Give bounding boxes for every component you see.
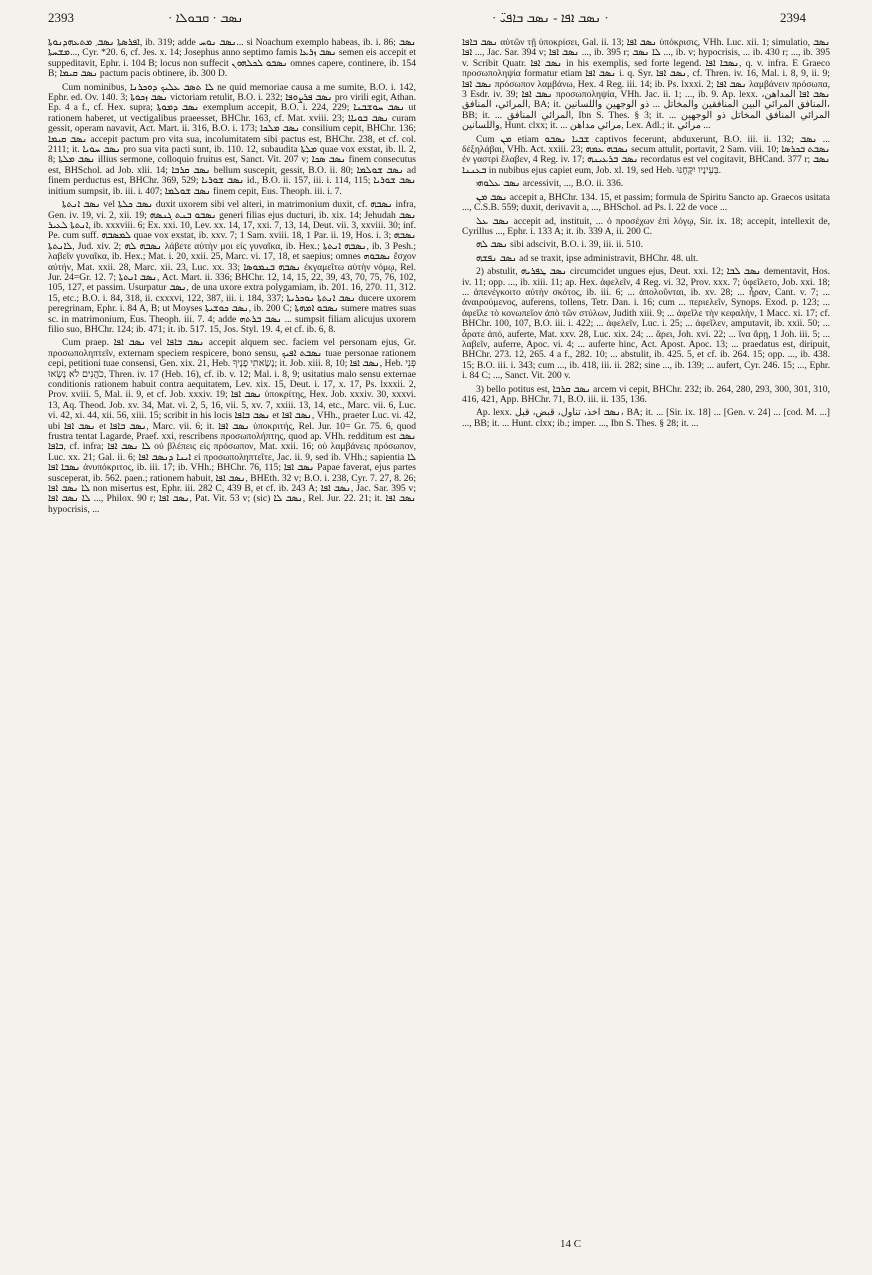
entry-paragraph: ܐܦܪܣܬܐ ܢܣܒ܂ ܡܬܥܗܕܢܘܬܐ, ib. 319; adde ܢܣܒ ܢܘܚ... si Noachum exemplo habeas, ib. i. 86; ܢܣܒ ܡܫܚܬܐ..., Cyr. *20. 6, cf. Jes. x. 14; Josephus anno septimo famis ܢܣܒ ܙܪܥܐ semen eis accepit et suppeditavit, Ephr. i. 104 B; locus non suffecit ܢܣܒܘ ܠܟܠܗܘܢ omnes capere, continere, ib. 154 B; ܢܣܒ ܩܝܡܐ pactum pacis obtinere, ib. 300 D. xyxy=(48,38,416,80)
entry-paragraph: ܢܣܒ ܥܠܘܗܝ arcessivit, ..., B.O. ii. 336. xyxy=(476,178,624,190)
entry-paragraph: ܢܣܒ ܥܠ accepit ad, instituit, ... ὁ προσέχων ἐπὶ λόγῳ, Sir. ix. 18; accepit, intellexit de, Cyrillus ..., Ephr. i. 133 A; it. ib. 339 A, ii. 200 C. xyxy=(462,215,830,237)
right-page-number: 2394 xyxy=(780,10,806,25)
left-column xyxy=(48,38,416,1263)
entry-paragraph: ܢܣܒ ܒܐܦܐ αὐτῶν τῇ ὑποκρίσει, Gal. ii. 13; ܢܣܒ ܐܦܐ ὑπόκρισις, VHh. Luc. xii. 1; simulatio, ܢܣܒ ܐܦܐ ..., Jac. Sar. 394 v; ܢܣܒ ܐܦܐ ..., ib. 395 r; ܠܐ ܢܣܒ ..., ib. v; hypocrisis, ... ib. 430 r; ..., ib. 395 v. Scribit Quatr. ܢܣܒ ܐܦܐ in his exemplis, sed forte legend. ܢܣܒܐ ܐܦܐ, q. v. infra. E Graeco προσωποληψία formatur etiam ܢܣܒ ܐܦܐ i. q. Syr. ܢܣܒ ܐܦܐ, cf. Thren. iv. 16, Mal. i. 8, 9, ii. 9; ܢܣܒ ܐܦܐ πρόσωπον λαμβάνω, Hex. 4 Reg. iii. 14; ib. Ps. lxxxi. 2; ܢܣܒ ܐܦܐ λαμβάνειν πρόσωπα, 3 Esdr. iv. 39; ܢܣܒ ܐܦܐ προσωποληψία, VHh. Jac. ii. 1; ..., ib. 9. Ap. lexx. ܢܣܒ ܐܦܐ المداهن، المرائي، المنافق, BA; it. المنافق المرائي البين المنافقين والمخاتل ... ذو الوجهين واللسانين، BB; it. ... المرائي المنافق, Ibn S. Thes. § 3; it. ... المرائي المنافق المخاتل ذو الوجهين واللسانين, Hunt. clxx; it. ... مرائي مداهن, Lex. Adl.; it. مرائي ... xyxy=(462,38,830,132)
entry-paragraph: 2) abstulit, ܢܣܒ ܛܦܪܝܗ circumcidet ungues ejus, Deut. xxi. 12; ܢܣܒ ܠܒܐ dementavit, Hos. iv. 11; opp. ..., ib. xiii. 11; ap. Hex. ἀφελεῖν, 4 Reg. vi. 32, Prov. xxx. 7; ὑφεῖλετο, Job. xxi. 18; ... ἀπενέγκοιτο αὐτὴν σκότος, ib. iii. 6; ... ἀπολοῦνται, ib. xv. 28; ... ἦραν, Cant. v. 7; ... ἀναιρούμενος, auferens, tollens, Tetr. Dan. i. 16; cum ... περιελεῖν, Synops. Exod. p. 123; ... ἀφεῖλε τὸ κονωπεῖον ἀπὸ τῶν στύλων, Judith xiii. 9; ... ἀφεῖλε τὴν κεφαλὴν, 1 Macc. xi. 17; cf. BHChr. 100, 107, B.O. iii. i. 422; ... ἀφελεῖν, Luc. i. 25; ... ἀφεῖλεν, amputavit, ib. xxii. 50; ... ἆρατε ἀπό, auferte, Mat. xxv. 28, Luc. xix. 24; ... ἄρει, Joh. xvi. 22; ... ἵνα ἄρῃ, 1 Joh. iii. 5; ... λαβεῖν, auferre, Apoc. vi. 4; ... auferte hinc, Act. Apost. Apoc. 13; ... praedatus est, diripuit, BHChr. 273. 12, 265. 4 a f., 282. 10; ... abstulit, ib. 425. 5, et cf. ib. 264. 15; opp. ..., ib. 438. 15; B.O. iii. i. 343; cum ..., ib. 418, iii. ii. 282; sine ..., ib. 139; ... aufert, Cyr. 246. 15; ..., Ephr. i. 84 C; ..., Sanct. Vit. 200 v. xyxy=(462,266,830,382)
entry-paragraph: Cum ܡܢ etiam ܫܒܝܐ ܢܣܒܘ captivos fecerunt, abduxerunt, B.O. iii. ii. 132; ܢܣܒ ... δέξηλάβαι, VHh. Act. xxiii. 23; ܢܣܒܗ ܥܡܗ secum attulit, portavit, 2 Sam. viii. 10; ܢܣܒܬ ܒܟܪܣܐ ἐν γαστρὶ ἔλαβεν, 4 Reg. iv. 17; ܢܣܒ ܒܪܥܝܢܗ recordatus est vel cogitavit, BHCand. 377 r; ܢܣܒ ܒܥܢܢܐ in nubibus ejus capiet eum, Job. xl. 19, sed Heb. בְּעֵינָיו יִקָּחֶנּוּ. xyxy=(462,133,830,176)
right-column xyxy=(462,38,830,1263)
entry-paragraph: Ap. lexx. ܢܣܒ اخذ، تناول، قبض، قبل، BA; it. ... [Sir. ix. 18] ... [Gen. v. 24] ... [cod. M. ...] ..., BB; it. ... Hunt. clxx; ib.; imper. ..., Ibn S. Thes. § 28; it. ... xyxy=(462,407,830,429)
page-header xyxy=(0,10,872,32)
entry-paragraph: ܢܣܒ ܠܗ sibi adscivit, B.O. i. 39, iii. ii. 510. xyxy=(476,239,643,251)
signature-mark: 14 C xyxy=(560,1238,582,1250)
entry-paragraph: ܢܣܒ ܢܦܫܗ ad se traxit, ipse administravit, BHChr. 48. ult. xyxy=(476,252,699,264)
left-page-number: 2393 xyxy=(48,10,74,25)
right-running-head: · ܢܣܒ ܐܦܐ - ܢܣܒ ܒܐܦܝ̈ · xyxy=(492,10,609,25)
entry-paragraph: Cum nominibus, ܠܐ ܬܣܒ ܥܠܝܟ ܕܘܟܪܢܐ ne quid memoriae causa a me sumite, B.O. i. 142, Ephr. ed. Ov. 140. 3; ܢܣܒ ܙܟܘܬܐ victoriam retulit, B.O. i. 232; ܢܣܒ ܦܪܨܘܦܐ pro virili egit, Athan. Ep. 4 a f., cf. Hex. supra; ܢܣܒ ܕܡܘܬܐ exemplum accepit, B.O. i. 224, 229; ܢܣܒ ܚܘܫܒܢܐ ut rationem haberet, ut vectigalibus praeesset, BHChr. 163, cf. Mat. xviii. 23; ܢܣܒ ܒܘܝܐܐ curam gessit, operam navavit, Act. Mart. ii. 316, B.O. i. 173; ܢܣܒ ܡܠܟܐ consilium cepit, BHChr. 136; ܢܣܒ ܩܝܡܐ accepit pactum pro vita sua, incolumitatem sibi pactus est, BHChr. 238, et cf. col. 2111; it. ܢܣܒ ܚܘܝܐ pro sua vita pacti sunt, ib. 110. 12, subaudita ܡܠܬܐ quae vox exstat, ib. ll. 2, 8; ܢܣܒ ܡܠܬܐ illius sermone, colloquio fruitus est, Sanct. Vit. 207 v; ܢܣܒ ܣܟܐ finem consecutus est, BHSchol. ad Job. xlii. 14; ܢܣܒ ܩܪܒܐ bellum suscepit, gessit, B.O. ii. 80; ܢܣܒ ܫܘܠܡܐ ad finem perductus est, BHChr. 369, 529; ܢܣܒ ܫܘܪܝܐ id., B.O. ii. 157, iii. i. 114, 115; ܢܣܒ ܫܘܪܝܐ initium sumpsit, ib. iii. i. 407; ܢܣܒ ܫܘܠܡܐ finem cepit, Eus. Theoph. iii. i. 7. xyxy=(48,81,416,197)
entry-paragraph: Cum praep. ܢܣܒ ܐܦܐ vel ܢܣܒ ܒܐܦܐ accepit alquem sec. faciem vel personam ejus, Gr. προσωποληπτεῖν, externam speciem respicere, bono sensu, ܢܣܒܬ ܐܦܝܟ tuae personae rationem cepi, petitioni tuae consensi, Gen. xix. 21, Heb. נָשָׂאתִי פָנֶיךָ; it. Job. xiii. 8, 10; ܢܣܒ ܐܦܐ, Heb. פְּנֵי כֹהֲנִים לֹא נָשָׂאוּ, Thren. iv. 17 (Heb. 16), cf. ib. v. 12; Mal. i. 8, 9; usitatius malo sensu externae conditionis rationem habuit contra aequitatem, Lev. xix. 15, Deut. i. 17, x. 17, Ps. lxxxii. 2, Prov. xviii. 5, Mal. ii. 9, et cf. Job. xxxiv. 19; ܢܣܒ ܐܦܐ ὑποκρίτης, Hex. Job. xxxiv. 30, xxxvi. 13, Aq. Theod. Job. xv. 34, Mat. vi. 2, 5, 16, vii. 5, xv. 7, xxiii. 13, 14, etc., Marc. vii. 6, Luc. vi. 42, xi. 44, xii. 56, xiii. 15; scribit in his locis ܢܣܒ ܒܐܦܐ et ܢܣܒ ܐܦܐ, VHh., praeter Luc. vi. 42, ubi ܢܣܒ ܐܦܐ et ܢܣܒ ܒܐܦܐ, Marc. vii. 6; it. ܢܣܒ ܐܦܐ ὑποκριτής, Rel. Jur. 10= Gr. 75. 6, quod frustra tentat Lagarde, Praef. xxi, rescribens προσωπολήπτης, quod ap. VHh. redditum est ܢܣܒ ܒܐܦܐ, cf. infra; ܠܐ ܢܣܒ ܐܦܐ οὐ βλέπεις εἰς πρόσωπον, Mat. xxii. 16; οὐ λαμβάνεις πρόσωπον, Luc. xx. 21; Gal. ii. 6; ܐܝܢܐ ܕܢܣܒ ܐܦܐ εἰ προσωποληπτεῖτε, Jac. ii. 9, sed ib. VHh.; sapientia ܠܐ ܢܣܒܐ ܐܦܐ ἀνυπόκριτος, ib. iii. 17; ib. VHh.; BHChr. 76, 115; ܢܣܒ ܐܦܐ Papae faverat, ejus partes susceperat, ib. 562. paen.; rationem habuit, ܢܣܒ ܐܦܐ, BHEth. 32 v; B.O. i. 238, Cyr. 7. 27, 8. 26; ܠܐ ܢܣܒ ܐܦܐ non misertus est, Ephr. iii. 282 C, 439 B, et cf. ib. 243 A; ܢܣܒ ܐܦܐ, Jac. Sar. 395 v; ܠܐ ܢܣܒ ܐܦܐ ..., Philox. 90 r; ܢܣܒ ܐܦܐ, Pat. Vit. 53 v; (sic) ܢܣܒ ܠܐ, Rel. Jur. 22. 21; it. ܢܣܒ ܐܦܐ hypocrisis, ... xyxy=(48,337,416,515)
entry-paragraph: ܢܣܒ ܐܢܬܬܐ vel ܢܣܒ ܟܠܬܐ duxit uxorem sibi vel alteri, in matrimonium duxit, cf. ܢܣܒܗ infra, Gen. iv. 19, vi. 2, xii. 19; ܢܣܒܘ ܒܢܬ ܓܢܣܗ generi filias ejus ducturi, ib. xix. 14; Jehudah ܢܣܒ ܐܢܬܬܐ ܠܥܝܪ, ib. xxxviii. 6; Ex. xxi. 10, Lev. xx. 14, 17, xxi. 7, 13, 14, Deut. vii. 3, xxviii. 30; inf. Pe. cum suff. ܠܡܣܒܗ quae vox exstat, ib. xxv. 7; 1 Sam. xviii. 18, 1 Par. ii. 19, Hos. i. 3; ܢܣܒܗ ܠܐܢܬܬܐ, Jud. xiv. 2; ܢܣܒܗ ܠܗ λάβετε αὐτὴν μοι εἰς γυναῖκα, ib. Hex.; ܢܣܒܗ ܐܢܬܬܐ, ib. 3 Pesh.; λαβεῖν γυναῖκα, ib. Hex.; Mat. i. 20, xxii. 25, Marc. vi. 17, 18, et saepius; omnes ܢܣܒܘܗ ἔσχον αὐτήν, Mat. xxii. 28, Marc. xii. 23, Luc. xx. 33; ܢܣܒܗ ܒܢܡܘܣܐ ἐκγαμεῖτω αὐτὴν νόμῳ, Rel. Jur. 24=Gr. 12. 7; ܢܣܒ ܐܢܬܬܐ, Act. Mart. ii. 336; BHChr. 12, 14, 15, 22, 39, 43, 70, 75, 76, 102, 105, 127, et passim. Usurpatur ܢܣܒ, de una uxore extra polygamiam, ib. 201. 16, 270. 11, 312. 15, etc.; B.O. i. 84, 318, ii. cxxxvi, 122, 387, iii. i. 184, 337; ܢܣܒ ܐܢܬܬܐ ܢܘܟܪܝܬܐ ducere uxorem peregrinam, Ephr. i. 84 A, B; ut Moyses ܢܣܒ ܟܘܫܝܬܐ, ib. 200 C; ܢܣܒܘ ܐܡܗܬܐ sumere matres suas sc. in matrimonium, Eus. Theoph. iii. 7. 4; adde ܢܣܒ ܒܪܬܗ ... sumpsit filiam alicujus uxorem filio suo, BHChr. 124; ib. 471; it. ib. 517. 15, Jos. Styl. 19. 4, et cf. ib. 6, 8. xyxy=(48,199,416,335)
entry-paragraph: 3) bello potitus est, ܢܣܒ ܩܪܒܐ arcem vi cepit, BHChr. 232; ib. 264, 280, 293, 300, 301, 310, 416, 421, App. BHChr. 71, B.O. iii. ii. 135, 136. xyxy=(462,383,830,405)
entry-paragraph: ܢܣܒ ܡܢ accepit a, BHChr. 134. 15, et passim; formula de Spiritu Sancto ap. Graecos usitata ..., C.S.B. 559; duxit, derivavit a, ..., BHSchol. ad Ps. l. 22 de voce ... xyxy=(462,191,830,214)
left-running-head: ܢܣܒ · ܩܒܘܠܐ · xyxy=(168,10,244,25)
